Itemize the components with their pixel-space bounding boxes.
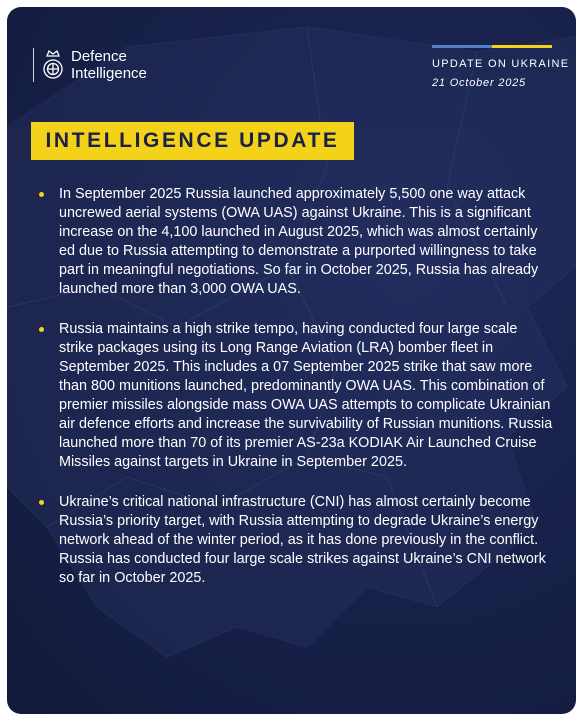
bullet-text: Ukraine’s critical national infrastructure (CNI) has almost certainly become Russia’s priority target, with Russia attempting to degrade Ukraine’s energy network ahead of the winter period, as it has done previously in the conflict. Russia has conducted four large scale strikes against Ukraine’s CNI network so far in October 2025. — [59, 494, 546, 586]
intelligence-update-card — [7, 7, 576, 714]
update-header — [432, 45, 569, 89]
banner-title: INTELLIGENCE UPDATE — [45, 129, 340, 152]
logo-divider — [33, 48, 34, 82]
logo-line-1: Defence — [71, 48, 127, 65]
bullet-item — [35, 320, 555, 472]
stripe-yellow — [492, 45, 552, 48]
stripe-blue — [432, 45, 492, 48]
bullet-item — [35, 185, 555, 299]
header-stripe — [432, 45, 552, 48]
logo-text — [71, 48, 147, 82]
bullet-dot-icon — [39, 500, 44, 505]
bullet-text: Russia maintains a high strike tempo, having conducted four large scale strike packages using its Long Range Aviation (LRA) bomber fleet in September 2025. This includes a 07 September 2025 strike that saw more than 800 munitions launched, predominantly OWA UAS. This combination of premier missiles alongside mass OWA UAS attempts to complicate Ukrainian air defence efforts and increase the survivability of Russian munitions. Russia launched more than 70 of its premier AS-23a KODIAK Air Launched Cruise Missiles against targets in Ukraine in September 2025. — [59, 321, 553, 470]
crest-icon — [40, 48, 66, 82]
defence-intelligence-logo — [33, 43, 147, 87]
bullet-list — [35, 185, 555, 609]
title-banner — [31, 122, 354, 160]
bullet-item — [35, 493, 555, 588]
update-date: 21 October 2025 — [432, 77, 526, 89]
bullet-dot-icon — [39, 192, 44, 197]
bullet-dot-icon — [39, 327, 44, 332]
logo-line-2: Intelligence — [71, 65, 147, 82]
update-label: UPDATE ON UKRAINE — [432, 58, 570, 70]
bullet-text: In September 2025 Russia launched approximately 5,500 one way attack uncrewed aerial systems (OWA UAS) against Ukraine. This is a significant increase on the 4,100 launched in August 2025, which was almost certainly ed due to Russia attempting to demonstrate a purported willingness to take part in meaningful negotiations. So far in October 2025, Russia has already launched more than 3,000 OWA UAS. — [59, 186, 539, 297]
